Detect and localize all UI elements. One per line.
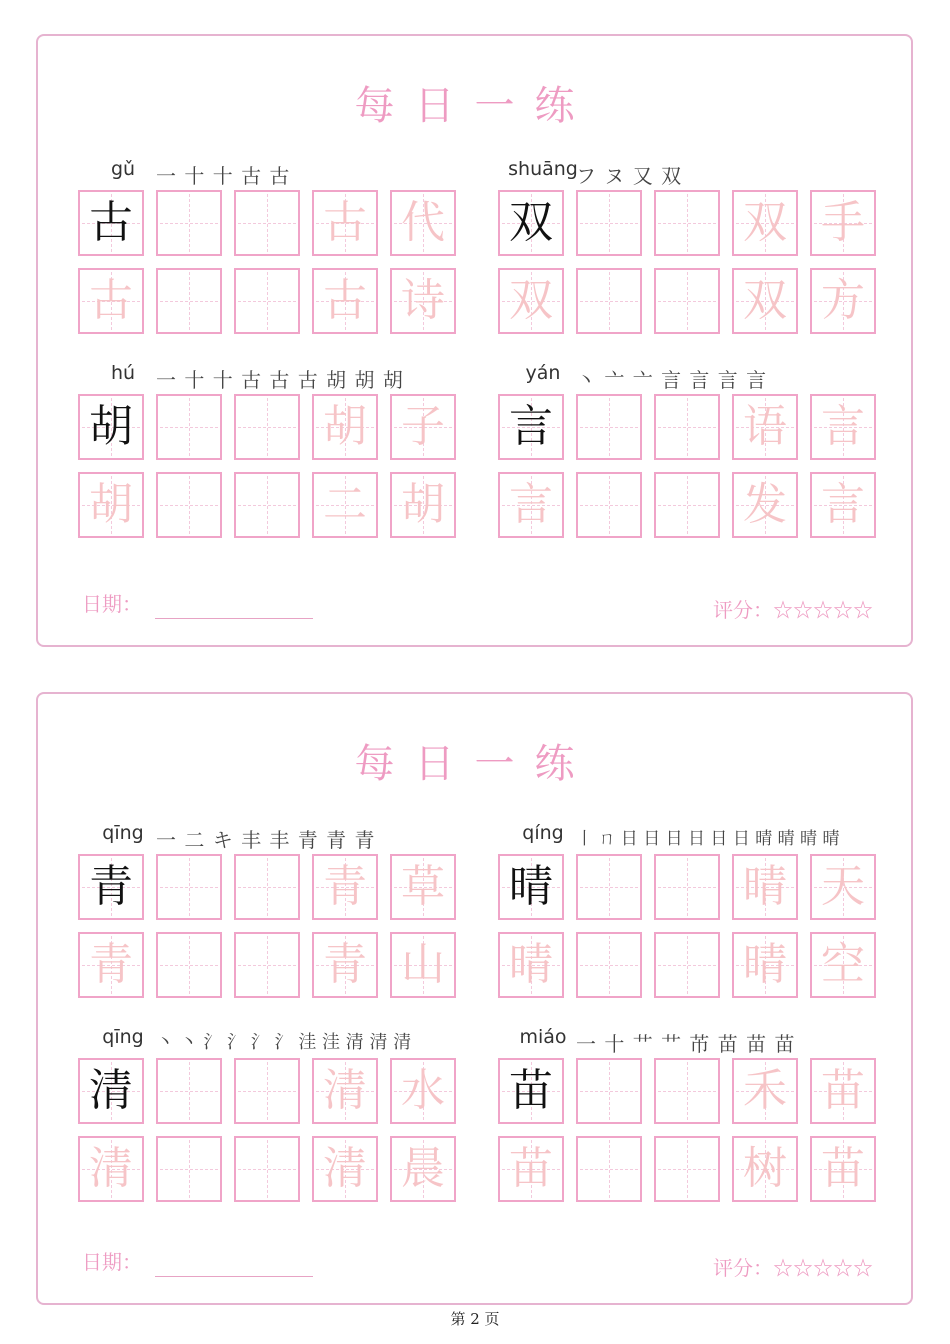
stroke-order: 丨 ㄇ 日 日 日 日 日 日 晴 晴 晴 晴 [576, 829, 840, 849]
main-char-cell [78, 854, 144, 920]
stroke-order: 一 十 十 古 古 [156, 164, 291, 188]
trace-cell[interactable]: 苗 [810, 1058, 876, 1124]
trace-cell[interactable]: 青 [78, 932, 144, 998]
practice-cell[interactable] [576, 1136, 642, 1202]
practice-cell[interactable] [234, 394, 300, 460]
trace-cell[interactable]: 古 [312, 268, 378, 334]
practice-cell[interactable] [576, 854, 642, 920]
stroke-order: 一 二 キ 丰 丰 青 青 青 [156, 828, 376, 852]
pinyin-label: qīng [102, 1026, 144, 1048]
practice-cell[interactable] [156, 932, 222, 998]
main-char-cell [78, 190, 144, 256]
pinyin-label: gǔ [110, 158, 136, 180]
trace-cell[interactable]: 言 [810, 472, 876, 538]
practice-cell[interactable] [576, 268, 642, 334]
practice-cell[interactable] [654, 932, 720, 998]
practice-card-2 [36, 692, 913, 1305]
main-char: 青 [89, 861, 133, 912]
trace-cell[interactable]: 子 [390, 394, 456, 460]
practice-cell[interactable] [654, 472, 720, 538]
practice-cell[interactable] [156, 1136, 222, 1202]
char-block-qing [78, 822, 468, 1008]
practice-card-1 [36, 34, 913, 647]
trace-cell[interactable]: 晴 [732, 932, 798, 998]
trace-cell[interactable]: 禾 [732, 1058, 798, 1124]
trace-cell[interactable]: 方 [810, 268, 876, 334]
practice-cell[interactable] [654, 1136, 720, 1202]
char-block-shuang [498, 158, 888, 344]
trace-cell[interactable]: 古 [312, 190, 378, 256]
practice-cell[interactable] [654, 1058, 720, 1124]
page-number: 第 2 页 [450, 1310, 500, 1328]
trace-cell[interactable]: 双 [732, 190, 798, 256]
main-char: 苗 [509, 1065, 553, 1116]
stroke-order: 丶 丶 氵 氵 氵 氵 洼 洼 清 清 清 [156, 1032, 412, 1053]
trace-cell[interactable]: 空 [810, 932, 876, 998]
pinyin-label: hú [110, 362, 136, 384]
trace-cell[interactable]: 青 [312, 854, 378, 920]
practice-cell[interactable] [156, 854, 222, 920]
main-char-cell [498, 854, 564, 920]
practice-cell[interactable] [576, 932, 642, 998]
trace-cell[interactable]: 清 [78, 1136, 144, 1202]
trace-cell[interactable]: 树 [732, 1136, 798, 1202]
trace-cell[interactable]: 清 [312, 1136, 378, 1202]
char-block-gu [78, 158, 468, 344]
pinyin-label: qíng [522, 822, 564, 844]
char-block-qing-clear [78, 1026, 468, 1212]
main-char-cell [498, 394, 564, 460]
trace-cell[interactable]: 水 [390, 1058, 456, 1124]
stroke-order: 丶 亠 亠 言 言 言 言 [576, 368, 768, 392]
main-char-cell [498, 190, 564, 256]
main-char: 晴 [509, 861, 553, 912]
stroke-order: 一 十 十 古 古 古 胡 胡 胡 [156, 368, 404, 392]
trace-cell[interactable]: 发 [732, 472, 798, 538]
trace-cell[interactable]: 青 [312, 932, 378, 998]
practice-cell[interactable] [234, 190, 300, 256]
trace-cell[interactable]: 晴 [732, 854, 798, 920]
pinyin-label: miáo [519, 1026, 567, 1048]
trace-cell[interactable]: 胡 [78, 472, 144, 538]
trace-cell[interactable]: 古 [78, 268, 144, 334]
card-title: 每日一练 [354, 741, 595, 787]
pinyin-label: shuāng [508, 158, 578, 180]
char-block-qing-sunny [498, 822, 888, 1008]
trace-cell[interactable]: 胡 [390, 472, 456, 538]
trace-cell[interactable]: 手 [810, 190, 876, 256]
card-title: 每日一练 [354, 83, 595, 129]
char-block-yan [498, 362, 888, 548]
practice-cell[interactable] [576, 394, 642, 460]
date-input-line[interactable] [155, 1276, 313, 1277]
trace-cell[interactable]: 晴 [498, 932, 564, 998]
trace-cell[interactable]: 代 [390, 190, 456, 256]
trace-cell[interactable]: 二 [312, 472, 378, 538]
practice-cell[interactable] [156, 190, 222, 256]
practice-cell[interactable] [156, 472, 222, 538]
date-label: 日期： [82, 592, 142, 616]
pinyin-label: qīng [102, 822, 144, 844]
practice-cell[interactable] [576, 472, 642, 538]
trace-cell[interactable]: 苗 [810, 1136, 876, 1202]
char-block-hu [78, 362, 468, 548]
trace-cell[interactable]: 双 [498, 268, 564, 334]
trace-cell[interactable]: 山 [390, 932, 456, 998]
practice-cell[interactable] [234, 1136, 300, 1202]
main-char: 古 [89, 197, 133, 248]
main-char: 双 [509, 197, 553, 248]
trace-cell[interactable]: 言 [810, 394, 876, 460]
practice-cell[interactable] [234, 1058, 300, 1124]
main-char-cell [78, 1058, 144, 1124]
practice-cell[interactable] [654, 394, 720, 460]
date-input-line[interactable] [155, 618, 313, 619]
practice-cell[interactable] [156, 268, 222, 334]
practice-cell[interactable] [156, 1058, 222, 1124]
practice-cell[interactable] [234, 932, 300, 998]
trace-cell[interactable]: 苗 [498, 1136, 564, 1202]
main-char-cell [78, 394, 144, 460]
trace-cell[interactable]: 胡 [312, 394, 378, 460]
trace-cell[interactable]: 双 [732, 268, 798, 334]
score-rating[interactable]: 评分：☆☆☆☆☆ [713, 1256, 873, 1280]
main-char-cell [498, 1058, 564, 1124]
practice-cell[interactable] [234, 268, 300, 334]
trace-cell[interactable]: 晨 [390, 1136, 456, 1202]
trace-cell[interactable]: 天 [810, 854, 876, 920]
date-label: 日期： [82, 1250, 142, 1274]
main-char: 胡 [89, 401, 133, 452]
stroke-order: フ ヌ 又 双 [576, 164, 683, 188]
trace-cell[interactable]: 清 [312, 1058, 378, 1124]
trace-cell[interactable]: 草 [390, 854, 456, 920]
trace-cell[interactable]: 诗 [390, 268, 456, 334]
practice-cell[interactable] [156, 394, 222, 460]
main-char: 清 [89, 1065, 133, 1116]
stroke-order: 一 十 艹 艹 芇 苗 苗 苗 [576, 1032, 796, 1056]
practice-cell[interactable] [234, 854, 300, 920]
score-rating[interactable]: 评分：☆☆☆☆☆ [713, 598, 873, 622]
char-block-miao [498, 1026, 888, 1212]
pinyin-label: yán [525, 362, 561, 384]
practice-cell[interactable] [576, 190, 642, 256]
practice-cell[interactable] [654, 268, 720, 334]
practice-cell[interactable] [654, 190, 720, 256]
trace-cell[interactable]: 言 [498, 472, 564, 538]
trace-cell[interactable]: 语 [732, 394, 798, 460]
practice-cell[interactable] [576, 1058, 642, 1124]
main-char: 言 [509, 401, 553, 452]
practice-cell[interactable] [654, 854, 720, 920]
practice-cell[interactable] [234, 472, 300, 538]
